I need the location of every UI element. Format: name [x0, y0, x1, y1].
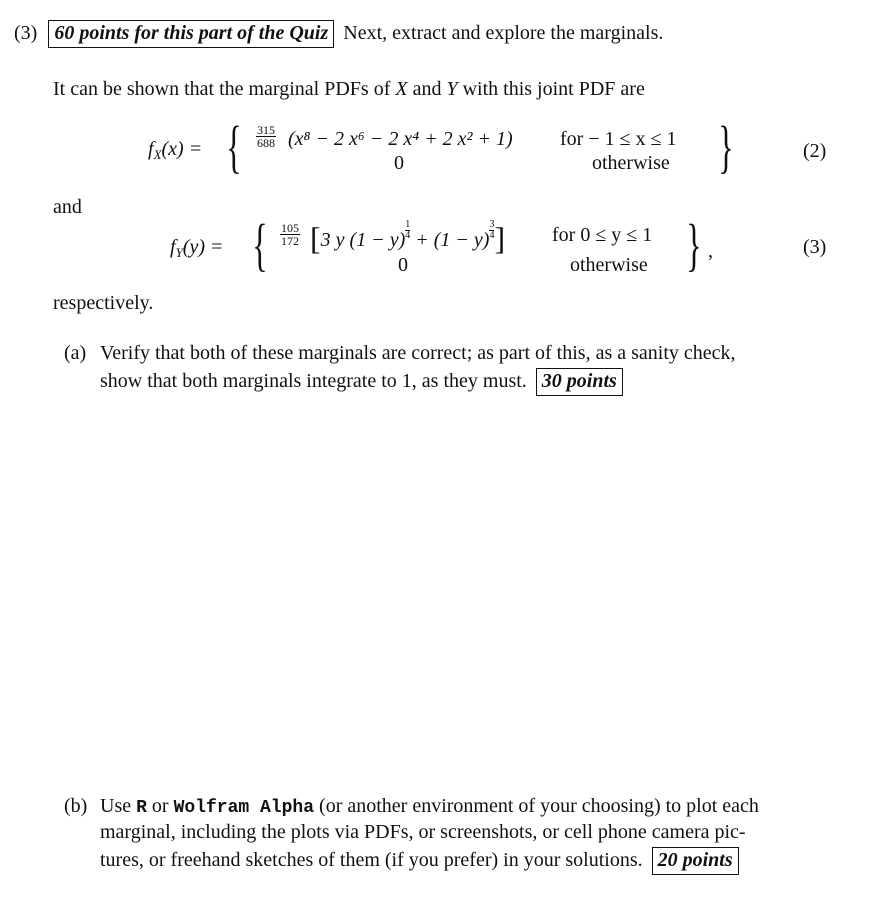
lead-text-b: and: [407, 78, 447, 100]
eq2-fraction: $\frac{315}{688}$: [257, 123, 275, 150]
problem-number: (3): [14, 22, 38, 44]
part-a-label: (a): [64, 342, 87, 364]
r-code: R: [136, 798, 147, 818]
eq3-lhs: $f_Y(y)$ =: [170, 236, 224, 260]
eq3-body: [3 y (1 − y) $\frac{1}{4} + (1 - y)$ $\frac{3}{4}$]: [310, 219, 506, 256]
eq2-tag: (2): [803, 140, 827, 162]
part-a-line2: [100, 368, 623, 396]
lead-text-c: with this joint PDF are: [457, 78, 645, 100]
part-b-label: (b): [64, 795, 88, 817]
part-b-line3: [100, 847, 739, 875]
eq2-left-brace: {: [226, 114, 242, 179]
points-box: 60 points for this part of the Quiz: [48, 20, 334, 48]
eq3-right-brace: }: [686, 212, 702, 277]
wolfram-code: Wolfram Alpha: [173, 798, 315, 818]
eq3-tag: (3): [803, 236, 827, 258]
respectively-word: respectively.: [53, 292, 154, 314]
part-b-use: Use: [100, 795, 137, 817]
part-b-points: 20 points: [652, 847, 739, 875]
eq2-lhs: $f_X(x)$ =: [148, 138, 203, 162]
part-b-line1-rest: (or another environment of your choosing) to plot each: [314, 795, 759, 817]
part-b-text: tures, or freehand sketches of them (if you prefer) in your solutions.: [100, 849, 643, 871]
var-x: X: [395, 78, 408, 100]
eq3-zero: 0: [398, 254, 408, 276]
part-a-line1: Verify that both of these marginals are correct; as part of this, as a sanity check,: [100, 342, 736, 364]
lead-sentence: [53, 78, 645, 101]
problem-intro: Next, extract and explore the marginals.: [343, 22, 664, 44]
eq2-condition: for − 1 ≤ x ≤ 1: [560, 128, 677, 150]
eq3-fraction: $\frac{105}{172}$: [281, 221, 299, 248]
lead-text-a: It can be shown that the marginal PDFs of: [53, 78, 396, 100]
var-y: Y: [446, 78, 458, 100]
eq3-otherwise: otherwise: [570, 254, 648, 276]
and-word: and: [53, 196, 82, 218]
problem-header: [14, 20, 663, 48]
part-b-or: or: [146, 795, 174, 817]
eq2-otherwise: otherwise: [592, 152, 670, 174]
part-b-line1: [100, 795, 759, 818]
eq3-comma: ,: [708, 240, 713, 262]
part-a-points: 30 points: [536, 368, 623, 396]
eq3-left-brace: {: [252, 212, 268, 277]
eq2-zero: 0: [394, 152, 404, 174]
eq3-condition: for 0 ≤ y ≤ 1: [552, 224, 653, 246]
part-a-text: show that both marginals integrate to 1, as they must.: [100, 370, 527, 392]
eq2-polynomial: (x⁸ − 2 x⁶ − 2 x⁴ + 2 x² + 1): [288, 128, 513, 150]
eq2-right-brace: }: [718, 114, 734, 179]
part-b-line2: marginal, including the plots via PDFs, or screenshots, or cell phone camera pic-: [100, 821, 746, 843]
